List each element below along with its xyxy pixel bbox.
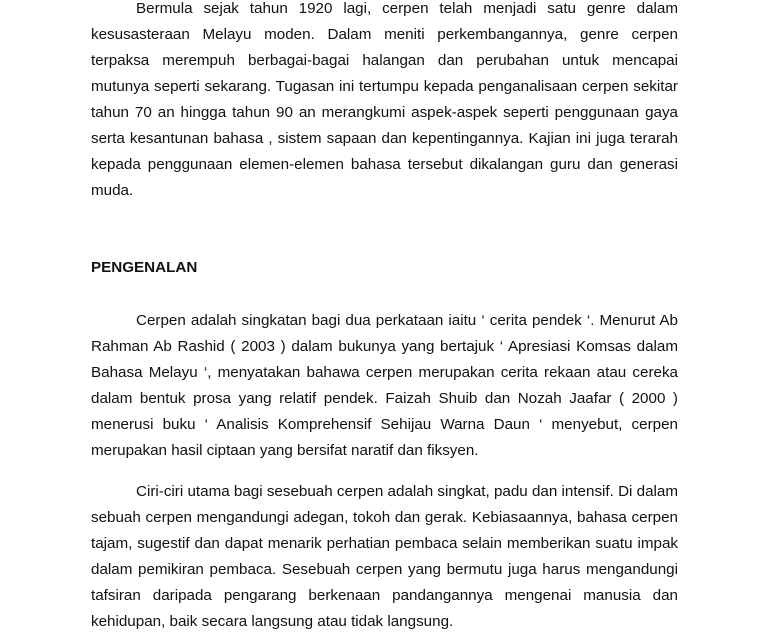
body-paragraph: Ciri-ciri utama bagi sesebuah cerpen adalah singkat, padu dan intensif. Di dalam sebuah cerpen mengandungi adegan, tokoh dan gerak. Kebiasaannya, bahasa cerpen tajam, sugestif dan dapat menarik perhatian pembaca selain memberikan suatu impak dalam pemikiran pembaca. Sesebuah cerpen yang bermutu juga harus mengandungi tafsiran daripada pengarang berkenaan pandangannya mengenai manusia dan kehidupan, baik secara langsung atau tidak langsung.: [91, 483, 678, 630]
abstract-paragraph: Bermula sejak tahun 1920 lagi, cerpen telah menjadi satu genre dalam kesusasteraan Melayu moden. Dalam meniti perkembangannya, genre cerpen terpaksa merempuh berbagai-bagai halangan dan perubahan untuk mencapai mutunya seperti sekarang. Tugasan ini tertumpu kepada penganalisaan cerpen sekitar tahun 70 an hingga tahun 90 an merangkumi aspek-aspek seperti penggunaan gaya serta kesantunan bahasa , sistem sapaan dan kepentingannya. Kajian ini juga terarah kepada penggunaan elemen-elemen bahasa tersebut dikalangan guru dan generasi muda.: [91, 0, 678, 199]
section-heading: PENGENALAN: [91, 259, 198, 276]
body-paragraph: Cerpen adalah singkatan bagi dua perkataan iaitu ‘ cerita pendek ‘. Menurut Ab Rahman Ab Rashid ( 2003 ) dalam bukunya yang bertajuk ‘ Apresiasi Komsas dalam Bahasa Melayu ‘, menyatakan bahawa cerpen merupakan cerita rekaan atau cereka dalam bentuk prosa yang relatif pendek. Faizah Shuib dan Nozah Jaafar ( 2000 ) menerusi buku ‘ Analisis Komprehensif Sehijau Warna Daun ‘ menyebut, cerpen merupakan hasil ciptaan yang bersifat naratif dan fiksyen.: [91, 312, 678, 459]
